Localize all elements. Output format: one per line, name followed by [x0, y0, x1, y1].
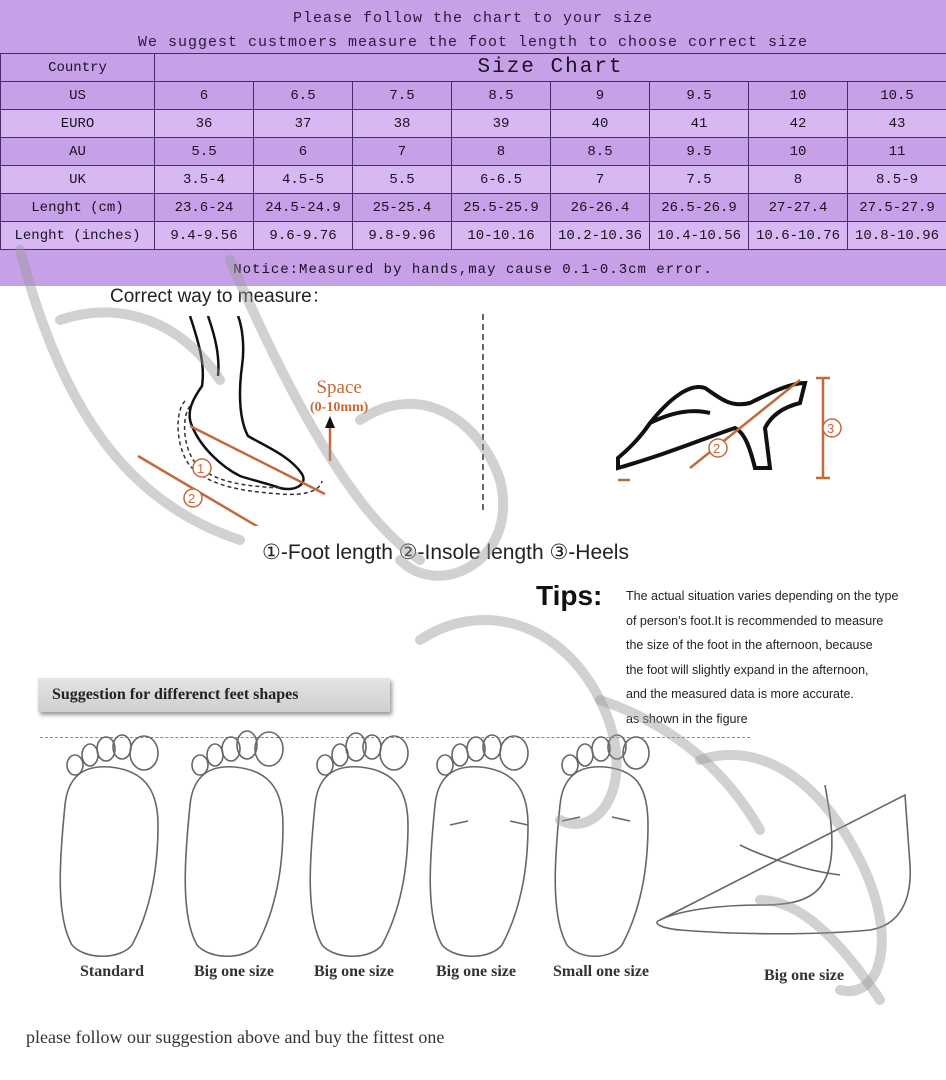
size-cell: 8.5-9	[848, 166, 946, 194]
marker-2-shoe-label: 2	[713, 441, 721, 456]
marker-1-label: 1	[197, 461, 205, 476]
size-cell: 26-26.4	[551, 194, 650, 222]
foot-measure-illustration	[130, 316, 390, 526]
size-cell: 10.2-10.36	[551, 222, 650, 250]
footer-note: please follow our suggestion above and buy the fittest one	[26, 1027, 445, 1047]
row-label: Lenght (cm)	[1, 194, 155, 222]
table-row	[1, 166, 946, 194]
size-cell: 9.6-9.76	[254, 222, 353, 250]
foot-label-big-side: Big one size	[764, 967, 844, 984]
row-label: UK	[1, 166, 155, 194]
tips-line: as shown in the figure	[626, 711, 748, 726]
feet-shapes-illustration	[40, 725, 940, 960]
measure-section	[0, 286, 946, 576]
size-cell: 39	[452, 110, 551, 138]
space-range: (0-10mm)	[310, 400, 369, 415]
row-label: EURO	[1, 110, 155, 138]
tips-line: the foot will slightly expand in the afternoon,	[626, 662, 869, 677]
size-cell: 5.5	[155, 138, 254, 166]
heel-shoe-illustration	[610, 368, 850, 508]
size-cell: 3.5-4	[155, 166, 254, 194]
table-row	[1, 110, 946, 138]
size-cell: 10.8-10.96	[848, 222, 946, 250]
size-cell: 7.5	[353, 82, 452, 110]
measure-title: Correct way to measure：	[110, 286, 331, 307]
foot-label-standard: Standard	[80, 963, 145, 980]
size-cell: 11	[848, 138, 946, 166]
size-cell: 9.8-9.96	[353, 222, 452, 250]
tips-line: and the measured data is more accurate.	[626, 687, 854, 701]
tips-line: of person's foot.It is recommended to measure	[626, 613, 884, 628]
size-cell: 10.6-10.76	[749, 222, 848, 250]
row-label: Lenght (inches)	[1, 222, 155, 250]
size-cell: 24.5-24.9	[254, 194, 353, 222]
space-label	[310, 378, 368, 418]
size-cell: 41	[650, 110, 749, 138]
size-cell: 9.5	[650, 82, 749, 110]
row-label: US	[1, 82, 155, 110]
foot-label-small: Small one size	[553, 963, 649, 980]
size-cell: 6-6.5	[452, 166, 551, 194]
size-cell: 7	[353, 138, 452, 166]
space-word: Space	[316, 377, 362, 398]
size-cell: 10.5	[848, 82, 946, 110]
size-cell: 8.5	[452, 82, 551, 110]
row-label: AU	[1, 138, 155, 166]
chart-header-line2: We suggest custmoers measure the foot length to choose correct size	[137, 34, 809, 51]
size-cell: 40	[551, 110, 650, 138]
size-cell: 8	[452, 138, 551, 166]
tips-title: Tips:	[536, 580, 603, 611]
table-row	[1, 194, 946, 222]
size-cell: 37	[254, 110, 353, 138]
marker-2-label: 2	[188, 491, 196, 506]
size-cell: 43	[848, 110, 946, 138]
size-cell: 25-25.4	[353, 194, 452, 222]
size-cell: 9	[551, 82, 650, 110]
size-cell: 27-27.4	[749, 194, 848, 222]
size-cell: 5.5	[353, 166, 452, 194]
size-cell: 7.5	[650, 166, 749, 194]
size-cell: 4.5-5	[254, 166, 353, 194]
size-cell: 8	[749, 166, 848, 194]
measure-legend: ①-Foot length ②-Insole length ③-Heels	[262, 541, 629, 564]
marker-3-label: 3	[827, 421, 835, 436]
size-chart	[0, 0, 946, 286]
feet-shapes-banner: Suggestion for differenct feet shapes	[38, 678, 390, 712]
foot-label-big-1: Big one size	[194, 963, 274, 980]
size-cell: 10	[749, 82, 848, 110]
size-cell: 10.4-10.56	[650, 222, 749, 250]
tips-line: the size of the foot in the afternoon, because	[626, 638, 873, 652]
chart-header-line1: Please follow the chart to your size	[292, 10, 654, 27]
vertical-divider	[480, 314, 486, 514]
foot-label-big-3: Big one size	[436, 963, 516, 980]
size-cell: 23.6-24	[155, 194, 254, 222]
size-cell: 9.5	[650, 138, 749, 166]
table-row	[1, 222, 946, 250]
size-cell: 6	[254, 138, 353, 166]
foot-label-big-2: Big one size	[314, 963, 394, 980]
tips-text	[626, 584, 946, 731]
size-cell: 7	[551, 166, 650, 194]
table-row	[1, 82, 946, 110]
size-cell: 36	[155, 110, 254, 138]
size-cell: 42	[749, 110, 848, 138]
size-cell: 26.5-26.9	[650, 194, 749, 222]
size-cell: 6.5	[254, 82, 353, 110]
chart-notice: Notice:Measured by hands,may cause 0.1-0.3cm error.	[233, 262, 713, 278]
size-table	[0, 53, 946, 250]
size-cell: 25.5-25.9	[452, 194, 551, 222]
size-cell: 6	[155, 82, 254, 110]
table-header-row	[1, 54, 946, 82]
tips-line: The actual situation varies depending on the type	[626, 589, 899, 603]
size-cell: 38	[353, 110, 452, 138]
country-header: Country	[1, 54, 155, 82]
size-cell: 10	[749, 138, 848, 166]
size-cell: 10-10.16	[452, 222, 551, 250]
size-chart-title: Size Chart	[155, 54, 946, 82]
size-cell: 8.5	[551, 138, 650, 166]
table-row	[1, 138, 946, 166]
size-cell: 9.4-9.56	[155, 222, 254, 250]
size-cell: 27.5-27.9	[848, 194, 946, 222]
